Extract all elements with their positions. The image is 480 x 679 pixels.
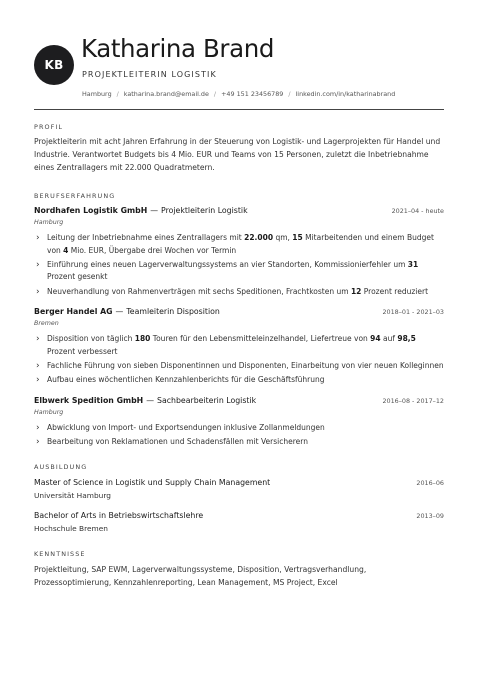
job-dates: 2016–08 - 2017–12 (382, 397, 444, 405)
bullet-item: › Einführung eines neuen Lagerverwaltungssystems an vier Standorten, Kommissionierfehler um 31 Prozent gesenkt (34, 259, 444, 284)
contact-linkedin[interactable]: linkedin.com/in/katharinabrand (295, 90, 396, 98)
education-entry (34, 511, 444, 533)
contact-line (82, 90, 395, 98)
skills-text: Projektleitung, SAP EWM, Lagerverwaltungssysteme, Disposition, Vertragsverhandlung, Prozessoptimierung, Kennzahlenreporting, Lean Management, MS Project, Excel (34, 565, 367, 588)
contact-phone[interactable]: +49 151 23456789 (221, 90, 284, 98)
bullet-item: › Aufbau eines wöchentlichen Kennzahlenberichts für die Geschäftsführung (34, 374, 444, 387)
bullet-item: › Bearbeitung von Reklamationen und Schadensfällen mit Versicherern (34, 436, 444, 449)
section-label-experience: BERUFSERFAHRUNG (34, 192, 116, 200)
company-name: Berger Handel AG (34, 307, 113, 316)
bullet-figure: 12 (350, 286, 362, 296)
degree-title: Master of Science in Logistik und Supply Chain Management (34, 478, 271, 487)
bullet-item: › Fachliche Führung von sieben Disponentinnen und Disponenten, Einarbeitung von vier neuen Kolleginnen (34, 360, 444, 373)
role-title: Projektleiterin Logistik (161, 206, 248, 215)
bullet-item: › Abwicklung von Import- und Exportsendungen inklusive Zollanmeldungen (34, 422, 444, 435)
degree-title: Bachelor of Arts in Betriebswirtschaftslehre (34, 511, 204, 520)
job-dates: 2021–04 - heute (391, 207, 444, 215)
role-title: Teamleiterin Disposition (126, 307, 220, 316)
education-date: 2016–06 (416, 479, 444, 487)
job-heading (34, 307, 444, 319)
bullet-figure: 31 (407, 259, 419, 269)
bullet-figure: 94 (370, 334, 381, 343)
profile-text: Projektleiterin mit acht Jahren Erfahrung in der Steuerung von Logistik- und Lagerprojekten für Handel und Industrie. Verantwortet Budgets bis 4 Mio. EUR und Teams von 15 Personen, zuletzt die Inbetriebnahme eines Zentrallagers mit 22.000 Quadratmetern. (34, 137, 441, 173)
bullet-item: › Leitung der Inbetriebnahme eines Zentrallagers mit 22.000 qm, 15 Mitarbeitenden und einem Budget von 4 Mio. EUR, Übergabe drei Wochen vor Termin (34, 232, 444, 257)
bullet-figure: 22.000 (244, 233, 274, 242)
header-divider (34, 109, 444, 110)
bullet-figure: 4 (63, 245, 69, 255)
bullet-item: › Disposition von täglich 180 Touren für den Lebensmitteleinzelhandel, Liefertreue von 94 auf 98,5 Prozent verbessert (34, 333, 444, 358)
education-date: 2013–09 (416, 512, 444, 520)
school-name: Universität Hamburg (34, 491, 111, 500)
job-location: Bremen (34, 320, 59, 327)
contact-separator: / (213, 90, 217, 98)
job-entry (34, 307, 444, 388)
role-title: Sachbearbeiterin Logistik (157, 396, 257, 405)
company-name: Elbwerk Spedition GmbH (34, 396, 144, 405)
bullet-figure: 15 (292, 233, 303, 242)
contact-separator: / (116, 90, 119, 98)
bullet-item: › Neuverhandlung von Rahmenverträgen mit sechs Speditionen, Frachtkosten um 12 Prozent reduziert (34, 286, 444, 299)
job-entry (34, 396, 444, 450)
job-location: Hamburg (34, 409, 64, 416)
job-heading (34, 206, 444, 218)
section-label-profile: PROFIL (34, 123, 64, 131)
contact-email[interactable]: katharina.brand@email.de (123, 90, 209, 98)
school-name: Hochschule Bremen (34, 524, 108, 533)
bullet-figure: 180 (134, 334, 151, 343)
job-heading (34, 396, 444, 408)
company-name: Nordhafen Logistik GmbH (34, 206, 148, 215)
job-title: PROJEKTLEITERIN LOGISTIK (82, 70, 217, 79)
section-label-skills: KENNTNISSE (34, 550, 86, 558)
title-dash: — (146, 396, 155, 405)
job-bullets (34, 333, 444, 387)
education-entry (34, 478, 444, 500)
initials-avatar: KB (34, 45, 74, 85)
job-location: Hamburg (34, 219, 64, 226)
contact-location: Hamburg (82, 90, 112, 98)
title-dash: — (115, 307, 124, 316)
job-bullets (34, 422, 444, 449)
job-dates: 2018–01 - 2021–03 (382, 308, 444, 316)
candidate-name: Katharina Brand (81, 34, 274, 63)
job-entry (34, 206, 444, 300)
contact-separator: / (288, 90, 291, 98)
bullet-figure: 98,5 (397, 334, 416, 343)
job-bullets (34, 232, 444, 298)
title-dash: — (150, 206, 159, 215)
section-label-education: AUSBILDUNG (34, 463, 88, 471)
